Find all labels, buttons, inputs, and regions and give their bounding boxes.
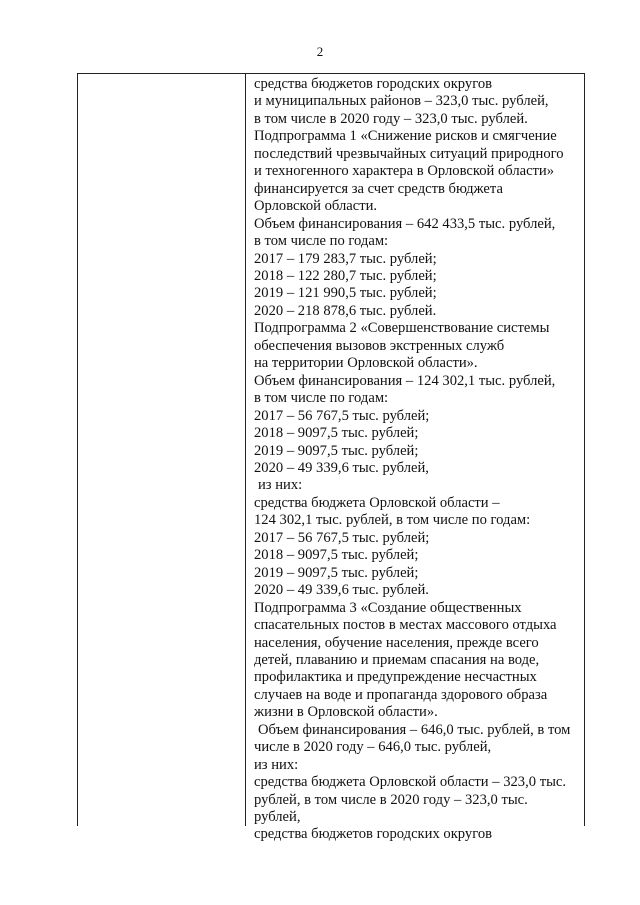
text-line: в том числе по годам:	[254, 233, 389, 250]
text-line: рублей,	[254, 809, 301, 826]
text-line: 2017 – 56 767,5 тыс. рублей;	[254, 407, 430, 424]
text-line: Объем финансирования – 646,0 тыс. рублей, в том	[258, 721, 571, 738]
text-line: 2020 – 49 339,6 тыс. рублей,	[254, 459, 429, 476]
text-line: и техногенного характера в Орловской области»	[254, 163, 555, 180]
text-line: Объем финансирования – 124 302,1 тыс. рублей,	[254, 372, 556, 389]
text-line: населения, обучение населения, прежде всего	[254, 634, 539, 651]
text-line: на территории Орловской области».	[254, 355, 478, 372]
text-line: в том числе по годам:	[254, 390, 389, 407]
text-line: числе в 2020 году – 646,0 тыс. рублей,	[254, 739, 492, 756]
text-line: Объем финансирования – 642 433,5 тыс. рублей,	[254, 215, 556, 232]
text-line: 2018 – 9097,5 тыс. рублей;	[254, 547, 419, 564]
page-number: 2	[316, 44, 324, 59]
text-line: 2018 – 9097,5 тыс. рублей;	[254, 425, 419, 442]
text-line: в том числе в 2020 году – 323,0 тыс. рублей.	[254, 110, 528, 127]
text-line: 2019 – 9097,5 тыс. рублей;	[254, 442, 419, 459]
text-line: Подпрограмма 3 «Создание общественных	[254, 599, 522, 616]
text-line: Подпрограмма 2 «Совершенствование системы	[254, 320, 550, 337]
text-line: спасательных постов в местах массового отдыха	[254, 617, 557, 634]
text-line: рублей, в том числе в 2020 году – 323,0 тыс.	[254, 791, 528, 808]
text-line: профилактика и предупреждение несчастных	[254, 669, 537, 686]
text-line: 2020 – 218 878,6 тыс. рублей.	[254, 302, 437, 319]
text-line: 2017 – 179 283,7 тыс. рублей;	[254, 250, 437, 267]
text-line: 2020 – 49 339,6 тыс. рублей.	[254, 582, 429, 599]
table-right-cell	[246, 76, 582, 843]
text-line: 2019 – 9097,5 тыс. рублей;	[254, 564, 419, 581]
text-line: 2018 – 122 280,7 тыс. рублей;	[254, 267, 437, 284]
table-left-cell	[78, 74, 246, 826]
text-line: 124 302,1 тыс. рублей, в том числе по годам:	[254, 512, 531, 529]
text-line: средства бюджета Орловской области –	[254, 494, 500, 511]
text-line: и муниципальных районов – 323,0 тыс. рублей,	[254, 93, 549, 110]
text-line: 2017 – 56 767,5 тыс. рублей;	[254, 529, 430, 546]
text-line: финансируется за счет средств бюджета	[254, 180, 503, 197]
text-line: средства бюджетов городских округов	[254, 76, 493, 92]
text-line: 2019 – 121 990,5 тыс. рублей;	[254, 285, 437, 302]
text-line: детей, плаванию и приемам спасания на воде,	[254, 651, 540, 668]
text-line: последствий чрезвычайных ситуаций природного	[254, 145, 564, 162]
text-line: Подпрограмма 1 «Снижение рисков и смягчение	[254, 128, 557, 145]
financing-table	[77, 73, 585, 843]
text-line: случаев на воде и пропаганда здорового образа	[254, 686, 548, 703]
text-line: средства бюджетов городских округов	[254, 826, 493, 843]
text-line: из них:	[254, 756, 299, 773]
text-line: средства бюджета Орловской области – 323,0 тыс.	[254, 774, 567, 791]
text-line: жизни в Орловской области».	[254, 704, 438, 721]
text-line: из них:	[258, 477, 303, 494]
text-line: Орловской области.	[254, 198, 378, 215]
text-line: обеспечения вызовов экстренных служб	[254, 337, 505, 354]
